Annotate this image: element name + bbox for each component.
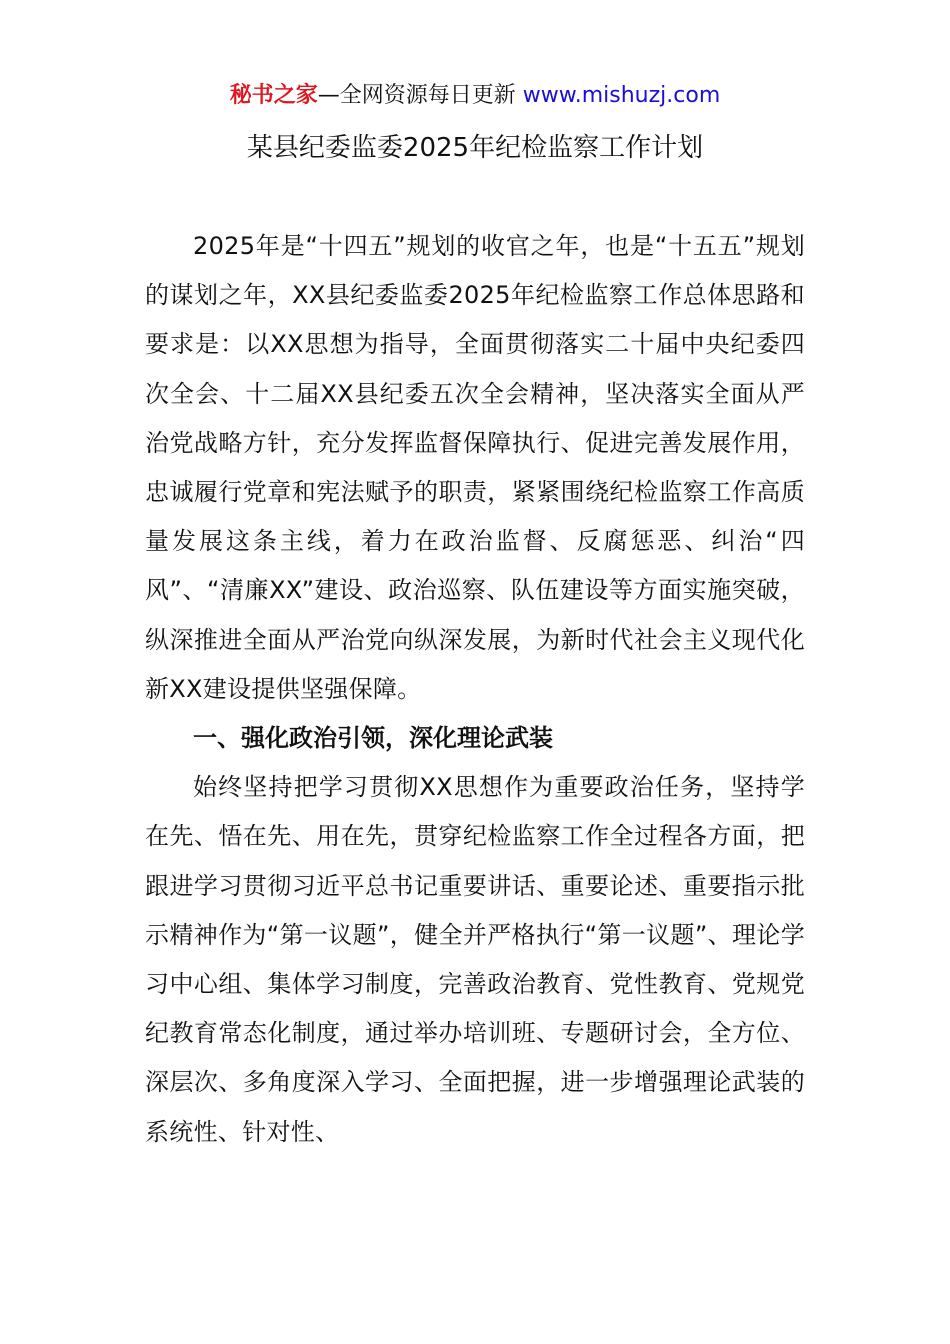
brand-name: 秘书之家 bbox=[229, 83, 318, 108]
site-header bbox=[0, 80, 950, 112]
document-title: 某县纪委监委2025年纪检监察工作计划 bbox=[246, 133, 704, 163]
header-tagline: —全网资源每日更新 bbox=[317, 83, 516, 108]
section-paragraph-1: 始终坚持把学习贯彻XX思想作为重要政治任务，坚持学在先、悟在先、用在先，贯穿纪检监察工作全过程各方面，把跟进学习贯彻习近平总书记重要讲话、重要论述、重要指示批示精神作为“第一议题”，健全并严格执行“第一议题”、理论学习中心组、集体学习制度，完善政治教育、党性教育、党规党纪教育常态化制度，通过举办培训班、专题研讨会，全方位、深层次、多角度深入学习、全面把握，进一步增强理论武装的系统性、针对性、 bbox=[145, 773, 805, 1146]
section-heading-1: 一、强化政治引领，深化理论武装 bbox=[193, 724, 553, 753]
document-body bbox=[145, 222, 805, 1157]
site-url-link[interactable]: www.mishuzj.com bbox=[522, 83, 721, 108]
intro-paragraph: 2025年是“十四五”规划的收官之年，也是“十五五”规划的谋划之年，XX县纪委监委2025年纪检监察工作总体思路和要求是：以XX思想为指导，全面贯彻落实二十届中央纪委四次全会、十二届XX县纪委五次全会精神，坚决落实全面从严治党战略方针，充分发挥监督保障执行、促进完善发展作用，忠诚履行党章和宪法赋予的职责，紧紧围绕纪检监察工作高质量发展这条主线，着力在政治监督、反腐惩恶、纠治“四风”、“清廉XX”建设、政治巡察、队伍建设等方面实施突破，纵深推进全面从严治党向纵深发展，为新时代社会主义现代化新XX建设提供坚强保障。 bbox=[145, 232, 805, 703]
